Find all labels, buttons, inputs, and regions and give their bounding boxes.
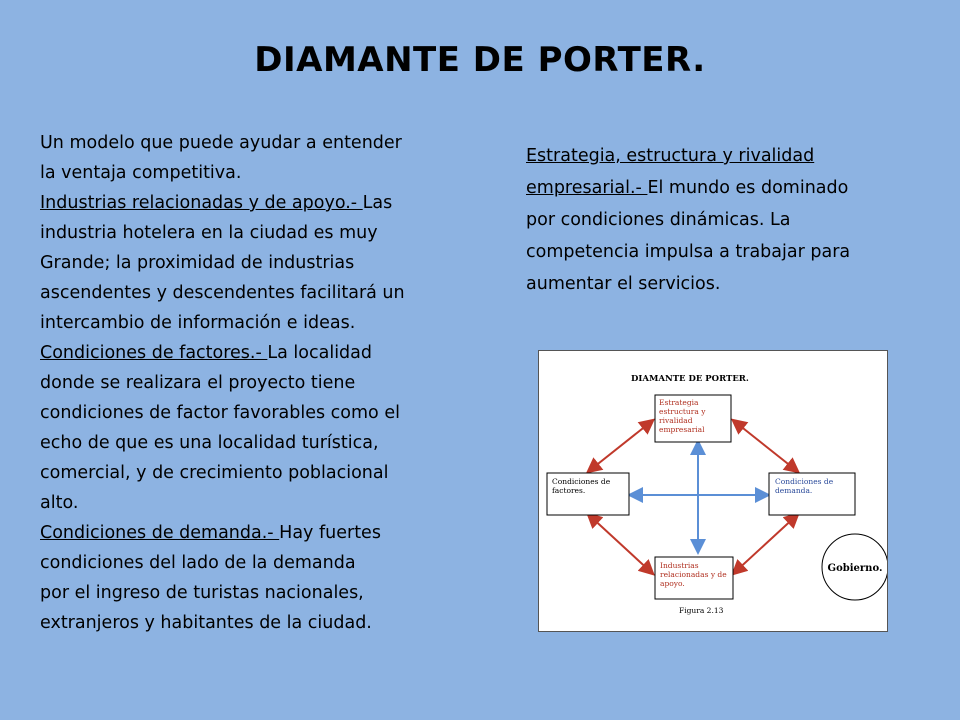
factors-text-1: La localidad [267, 343, 372, 363]
strategy-box-line-3: rivalidad [659, 416, 693, 425]
strategy-line-3: por condiciones dinámicas. La [526, 210, 791, 230]
demand-line-3: por el ingreso de turistas nacionales, [40, 583, 364, 603]
red-arrow-bottom-right [734, 515, 797, 573]
intro-line-2: la ventaja competitiva. [40, 163, 242, 183]
factors-line-5: comercial, y de crecimiento poblacional [40, 463, 389, 483]
figure-caption: Figura 2.13 [679, 606, 724, 615]
industries-box-line-2: relacionadas y de [660, 570, 727, 579]
strategy-box-line-2: estructura y [659, 407, 706, 416]
strategy-text-1: El mundo es dominado [647, 178, 849, 198]
factors-line-1 [40, 338, 480, 368]
demand-box-line-2: demanda. [775, 486, 813, 495]
factors-line-2: donde se realizara el proyecto tiene [40, 373, 356, 393]
demand-line-1 [40, 518, 480, 548]
right-text-column [526, 140, 936, 300]
left-text-column [40, 128, 480, 638]
strategy-line-1 [526, 140, 936, 172]
strategy-box-line-4: empresarial [659, 425, 705, 434]
factors-line-6: alto. [40, 493, 79, 513]
demand-text-1: Hay fuertes [279, 523, 381, 543]
intro-line-1: Un modelo que puede ayudar a entender [40, 133, 402, 153]
industries-line-1 [40, 188, 480, 218]
demand-box-line-1: Condiciones de [775, 477, 834, 486]
demand-heading: Condiciones de demanda.- [40, 523, 280, 543]
figure-title: DIAMANTE DE PORTER. [631, 374, 749, 384]
strategy-line-2 [526, 172, 936, 204]
industries-heading: Industrias relacionadas y de apoyo.- [40, 193, 363, 213]
porter-diamond-diagram [539, 351, 887, 631]
red-arrow-top-right [734, 421, 797, 471]
factors-box-line-2: factores. [552, 486, 586, 495]
strategy-line-5: aumentar el servicios. [526, 274, 721, 294]
red-arrow-top-left [589, 421, 652, 471]
industries-line-2: industria hotelera en la ciudad es muy [40, 223, 378, 243]
factors-line-4: echo de que es una localidad turística, [40, 433, 379, 453]
red-arrow-bottom-left [589, 515, 652, 573]
government-label: Gobierno. [827, 563, 883, 574]
industries-text-1: Las [362, 193, 393, 213]
industries-line-5: intercambio de información e ideas. [40, 313, 356, 333]
strategy-heading-1: Estrategia, estructura y rivalidad [526, 146, 815, 166]
factors-line-3: condiciones de factor favorables como el [40, 403, 400, 423]
strategy-box-line-1: Estrategia [659, 398, 699, 407]
porter-diamond-figure [538, 350, 888, 632]
industries-line-3: Grande; la proximidad de industrias [40, 253, 355, 273]
industries-line-4: ascendentes y descendentes facilitará un [40, 283, 405, 303]
industries-box-line-3: apoyo. [660, 579, 685, 588]
demand-line-2: condiciones del lado de la demanda [40, 553, 356, 573]
strategy-line-4: competencia impulsa a trabajar para [526, 242, 851, 262]
factors-box-line-1: Condiciones de [552, 477, 611, 486]
industries-box-line-1: Industrias [660, 561, 699, 570]
strategy-heading-2: empresarial.- [526, 178, 648, 198]
demand-line-4: extranjeros y habitantes de la ciudad. [40, 613, 372, 633]
factors-heading: Condiciones de factores.- [40, 343, 268, 363]
slide-title: DIAMANTE DE PORTER. [254, 40, 706, 80]
